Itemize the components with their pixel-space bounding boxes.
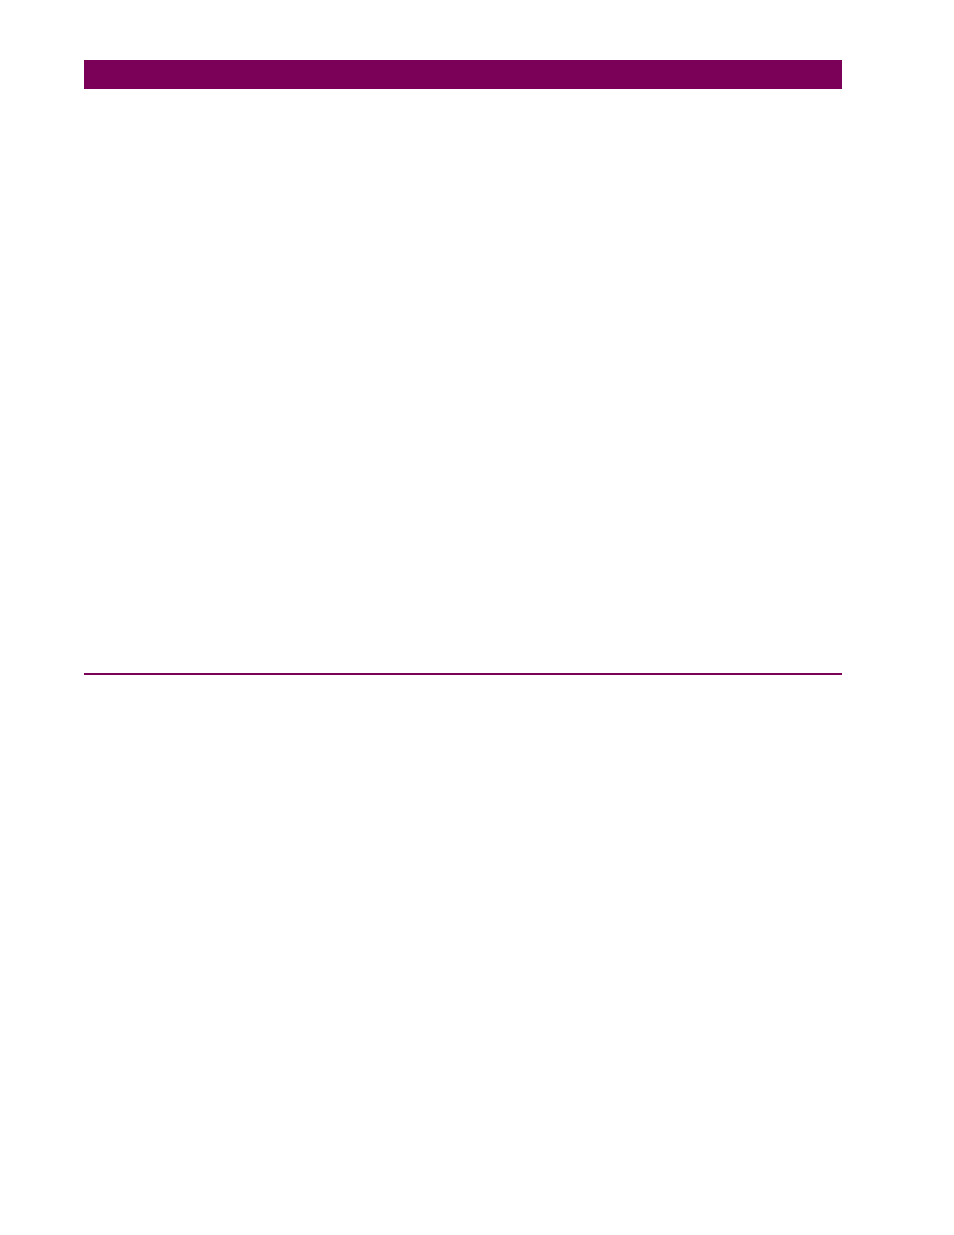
chapter-divider — [84, 673, 842, 675]
page-footer — [84, 1162, 842, 1180]
header-bar — [84, 60, 842, 89]
chapter-heading[interactable] — [84, 684, 112, 701]
